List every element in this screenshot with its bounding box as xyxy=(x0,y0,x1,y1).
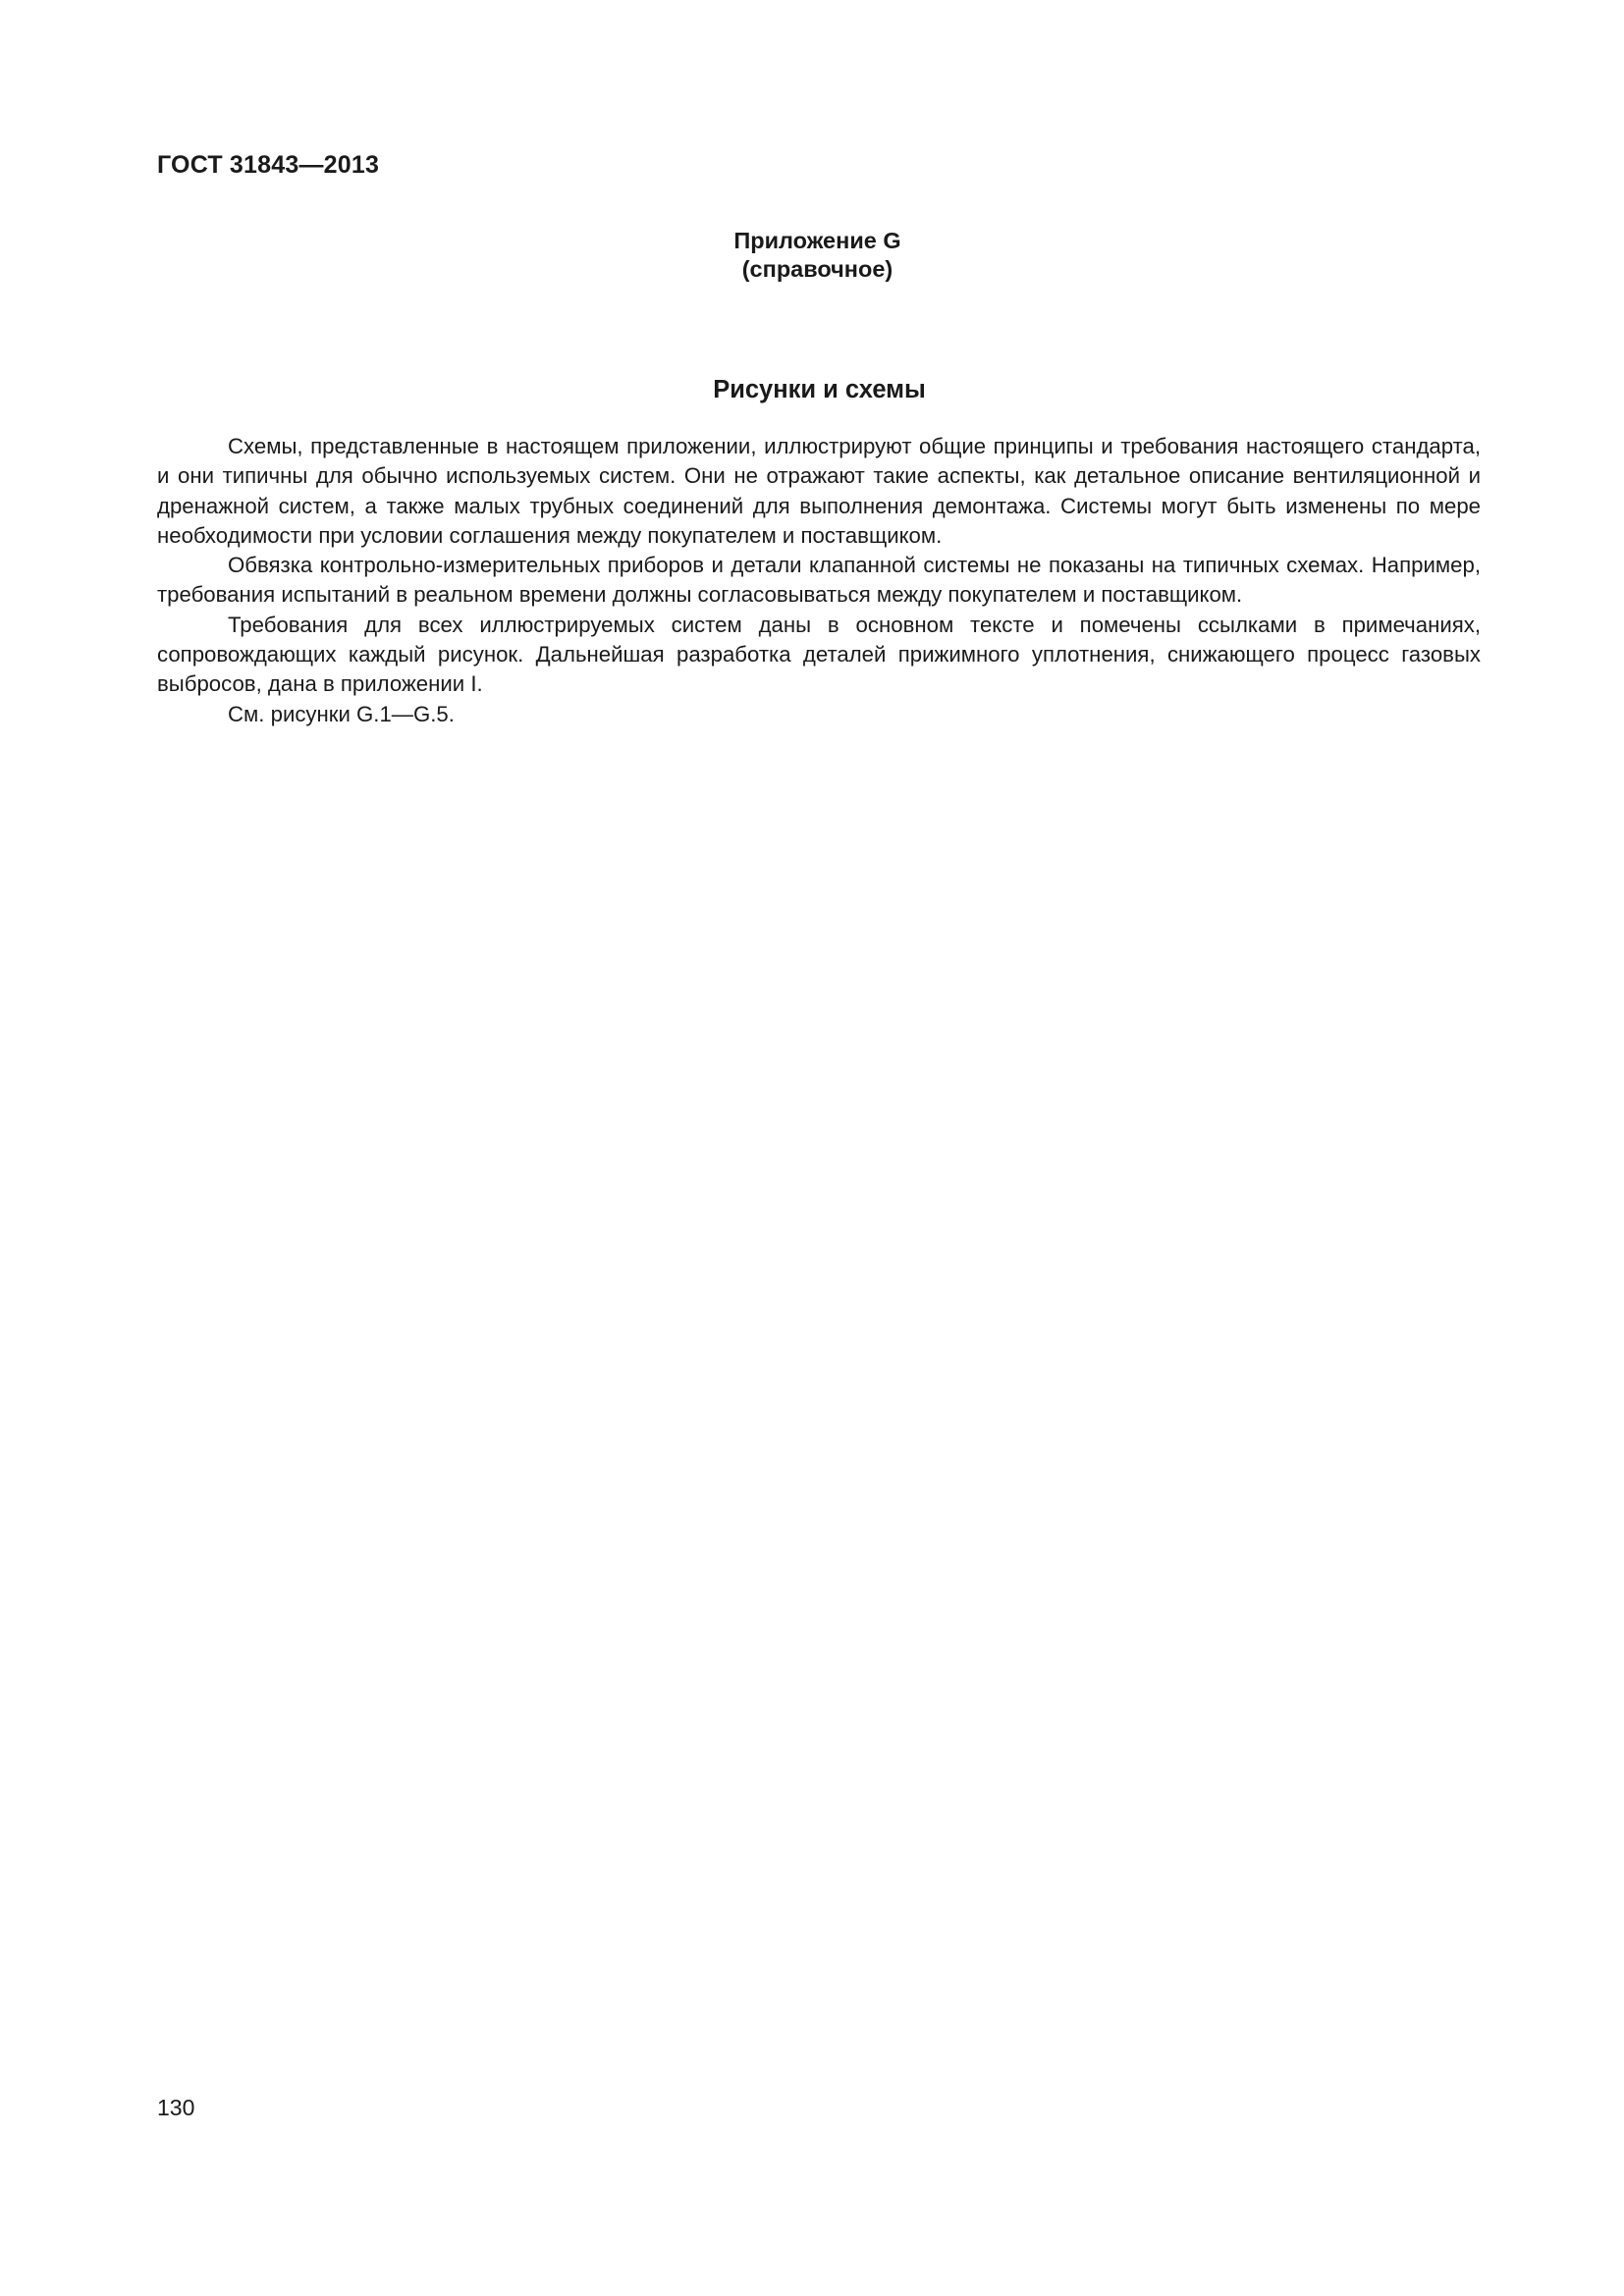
appendix-status: (справочное) xyxy=(741,256,893,282)
paragraph: Требования для всех иллюстрируемых систем даны в основном тексте и помечены ссылками в примечаниях, сопровождающих каждый рисунок. Дальнейшая разработка деталей прижимного уплотнения, снижающего процесс газовых выбросов, дана в приложении I. xyxy=(157,612,1481,697)
appendix-heading xyxy=(0,227,1624,284)
paragraph-figure-reference: См. рисунки G.1—G.5. xyxy=(228,701,455,726)
running-header-standard-id: ГОСТ 31843—2013 xyxy=(157,151,380,179)
page-number: 130 xyxy=(157,2095,195,2120)
appendix-title: Приложение G xyxy=(733,228,901,253)
body-text xyxy=(157,432,1481,729)
section-title: Рисунки и схемы xyxy=(713,376,926,403)
paragraph: Обвязка контрольно-измерительных приборов и детали клапанной системы не показаны на типичных схемах. Например, требования испытаний в реальном времени должны согласовываться между покупателем и поставщиком. xyxy=(157,553,1481,608)
paragraph: Схемы, представленные в настоящем приложении, иллюстрируют общие принципы и требования настоящего стандарта, и они типичны для обычно используемых систем. Они не отражают такие аспекты, как детальное описание вентиляционной и дренажной систем, а также малых трубных соединений для выполнения демонтажа. Системы могут быть изменены по мере необходимости при условии соглашения между покупателем и поставщиком. xyxy=(157,434,1481,548)
